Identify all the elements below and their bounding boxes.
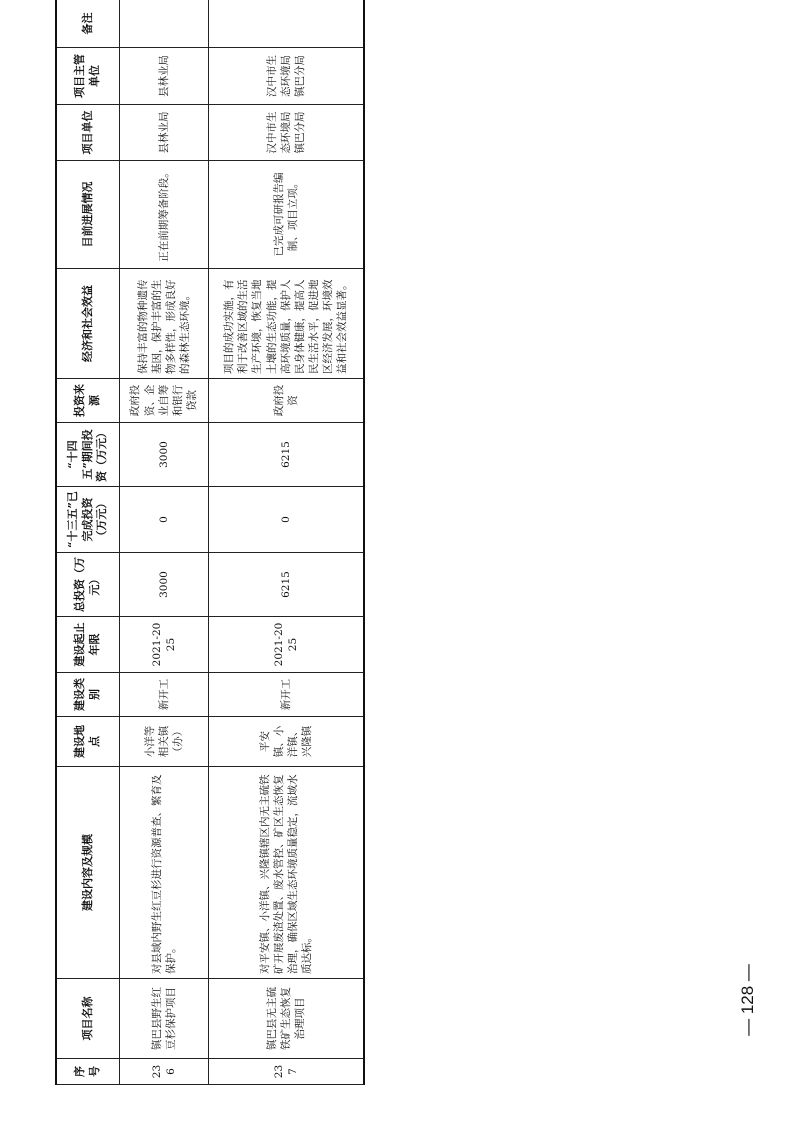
cell-name: 镇巴县无主硫铁矿生态恢复治理项目 bbox=[208, 979, 364, 1059]
cell-source: 政府投资 bbox=[208, 379, 364, 423]
cell-location: 小洋等相关镇（办） bbox=[120, 717, 209, 767]
cell-content: 对平安镇、小洋镇、兴隆镇辖区内无主硫铁矿开展废渣处置、废水管控、矿区生态恢复治理，确保区域生态环境质量稳定，流域水质达标。 bbox=[208, 767, 364, 979]
cell-source: 政府投资、企业自筹和银行贷款 bbox=[120, 379, 209, 423]
header-name: 项目名称 bbox=[56, 979, 120, 1059]
cell-plan14: 6215 bbox=[208, 423, 364, 487]
cell-owner: 汉中市生态环境局镇巴分局 bbox=[208, 48, 364, 105]
header-plan14: “十四五”期间投资（万元） bbox=[56, 423, 120, 487]
header-location: 建设地点 bbox=[56, 717, 120, 767]
cell-owner: 县林业局 bbox=[120, 48, 209, 105]
page-number bbox=[723, 940, 773, 1060]
table-row bbox=[120, 0, 209, 1085]
table-header-row bbox=[56, 0, 120, 1085]
cell-unit: 汉中市生态环境局镇巴分局 bbox=[208, 105, 364, 161]
cell-benefit: 项目的成功实施，有利于改善区域的生活生产环境，恢复当地土壤的生态功能，提高环境质量，保护人民身体健康，提高人民生活水平，促进地区经济发展，环境效益和社会效益显著。 bbox=[208, 269, 364, 379]
project-table bbox=[55, 0, 365, 1085]
cell-name: 镇巴县野生红豆杉保护项目 bbox=[120, 979, 209, 1059]
cell-plan14: 3000 bbox=[120, 423, 209, 487]
cell-period: 2021-2025 bbox=[208, 617, 364, 673]
cell-total: 3000 bbox=[120, 553, 209, 617]
cell-note bbox=[120, 0, 209, 48]
cell-progress: 正在前期筹备阶段。 bbox=[120, 161, 209, 269]
header-total: 总投资（万元） bbox=[56, 553, 120, 617]
cell-period: 2021-2025 bbox=[120, 617, 209, 673]
table-row bbox=[208, 0, 364, 1085]
cell-done13: 0 bbox=[208, 487, 364, 553]
header-note: 备注 bbox=[56, 0, 120, 48]
project-table-rotated bbox=[55, 12, 365, 1085]
cell-type: 新开工 bbox=[120, 673, 209, 717]
cell-progress: 已完成可研报告编制、项目立项。 bbox=[208, 161, 364, 269]
cell-total: 6215 bbox=[208, 553, 364, 617]
header-seq: 序号 bbox=[56, 1059, 120, 1085]
cell-seq: 237 bbox=[208, 1059, 364, 1085]
cell-note bbox=[208, 0, 364, 48]
header-benefit: 经济和社会效益 bbox=[56, 269, 120, 379]
header-source: 投资来源 bbox=[56, 379, 120, 423]
header-period: 建设起止年限 bbox=[56, 617, 120, 673]
cell-seq: 236 bbox=[120, 1059, 209, 1085]
cell-unit: 县林业局 bbox=[120, 105, 209, 161]
cell-location: 平安镇、小洋镇、兴隆镇 bbox=[208, 717, 364, 767]
header-type: 建设类别 bbox=[56, 673, 120, 717]
header-owner: 项目主管单位 bbox=[56, 48, 120, 105]
cell-type: 新开工 bbox=[208, 673, 364, 717]
cell-done13: 0 bbox=[120, 487, 209, 553]
header-done13: “十三五”已完成投资（万元） bbox=[56, 487, 120, 553]
header-progress: 目前进展情况 bbox=[56, 161, 120, 269]
cell-content: 对县域内野生红豆杉进行资源普查、繁育及保护。 bbox=[120, 767, 209, 979]
page-number-label: — 128 — bbox=[738, 964, 757, 1036]
header-unit: 项目单位 bbox=[56, 105, 120, 161]
header-content: 建设内容及规模 bbox=[56, 767, 120, 979]
cell-benefit: 保持丰富的物种遗传基因，保护丰富的生物多样性，形成良好的森林生态环境。 bbox=[120, 269, 209, 379]
